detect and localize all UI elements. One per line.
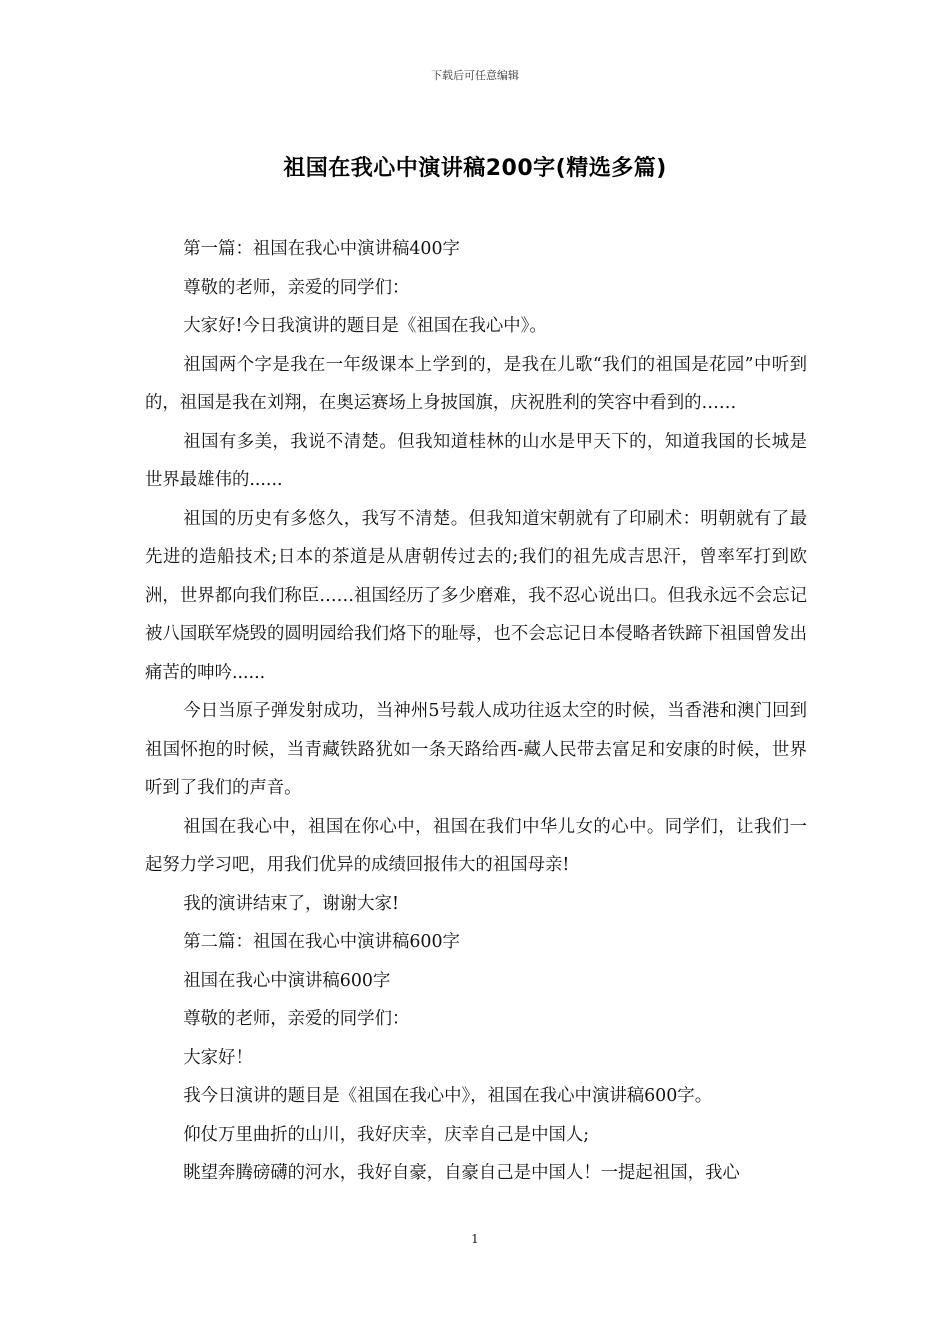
page-number: 1 [471,1232,479,1246]
paragraph: 我今日演讲的题目是《祖国在我心中》，祖国在我心中演讲稿600字。 [183,1086,713,1106]
paragraph: 祖国有多美，我说不清楚。但我知道桂林的山水是甲天下的，知道我国的长城是世界最雄伟的...... [145,431,807,490]
paragraph: 尊敬的老师，亲爱的同学们： [183,1009,410,1029]
paragraph: 眺望奔腾磅礴的河水，我好自豪，自豪自己是中国人！一提起祖国，我心 [183,1163,740,1183]
document-body [145,230,807,1193]
paragraph: 仰仗万里曲折的山川，我好庆幸，庆幸自己是中国人; [183,1124,590,1145]
paragraph: 祖国的历史有多悠久，我写不清楚。但我知道宋朝就有了印刷术：明朝就有了最先进的造船技术;日本的茶道是从唐朝传过去的;我们的祖先成吉思汗，曾率军打到欧洲，世界都向我们称臣……祖国经历了多少磨难，我不忍心说出口。但我永远不会忘记被八国联军烧毁的圆明园给我们烙下的耻辱，也不会忘记日本侵略者铁蹄下祖国曾发出痛苦的呻吟...... [145,508,807,683]
paragraph: 尊敬的老师，亲爱的同学们： [183,277,410,298]
paragraph: 大家好!今日我演讲的题目是《祖国在我心中》。 [183,316,547,336]
paragraph: 祖国两个字是我在一年级课本上学到的，是我在儿歌“我们的祖国是花园”中听到的，祖国是我在刘翔，在奥运赛场上身披国旗，庆祝胜利的笑容中看到的…… [145,354,807,413]
paragraph: 第二篇：祖国在我心中演讲稿600字 [183,932,460,952]
paragraph: 今日当原子弹发射成功，当神州5号载人成功往返太空的时候，当香港和澳门回到祖国怀抱的时候，当青藏铁路犹如一条天路给西-藏人民带去富足和安康的时候，世界听到了我们的声音。 [145,701,807,798]
paragraph: 祖国在我心中，祖国在你心中，祖国在我们中华儿女的心中。同学们，让我们一起努力学习吧，用我们优异的成绩回报伟大的祖国母亲! [145,816,807,875]
paragraph: 我的演讲结束了，谢谢大家! [183,893,399,914]
document-title: 祖国在我心中演讲稿200字(精选多篇) [283,156,667,181]
paragraph: 第一篇：祖国在我心中演讲稿400字 [183,239,460,259]
paragraph: 大家好！ [183,1047,253,1068]
header-note: 下载后可任意编辑 [431,69,519,82]
paragraph: 祖国在我心中演讲稿600字 [183,970,391,991]
